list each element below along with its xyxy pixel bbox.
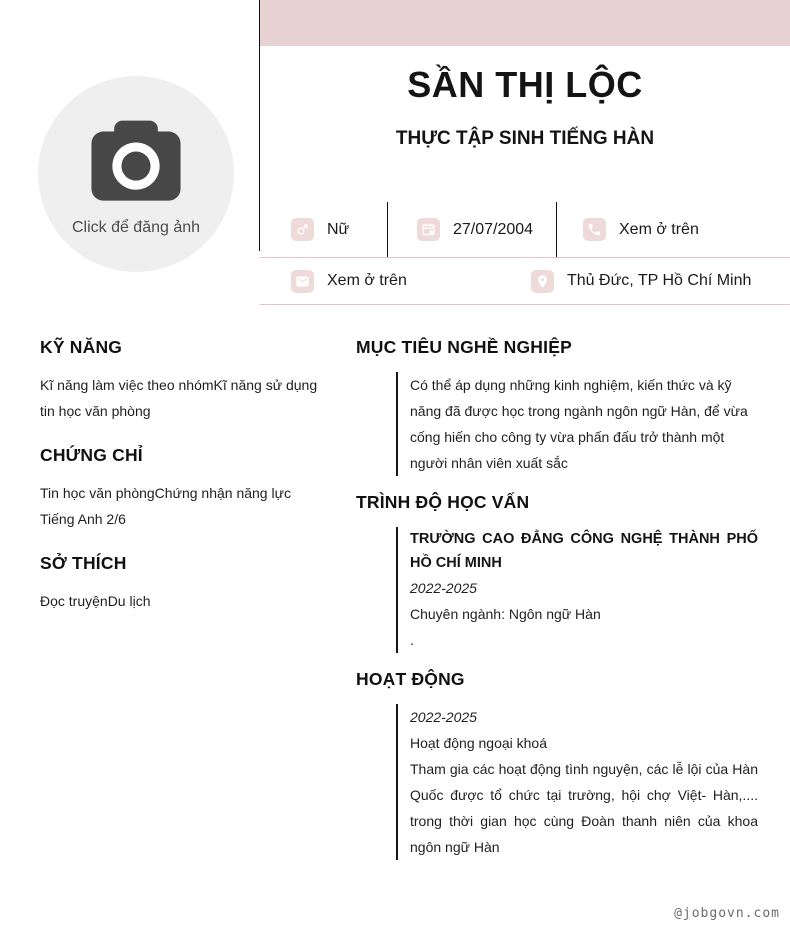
education-heading: TRÌNH ĐỘ HỌC VẤN — [356, 492, 530, 512]
gender-field — [260, 202, 388, 257]
certificates-heading: CHỨNG CHỈ — [40, 445, 143, 465]
activities-body: Tham gia các hoạt động tình nguyện, các lễ lội của Hàn Quốc được tổ chức tại trường, hội chợ Việt- Hàn,.... trong thời gian học cùng Đoàn thanh niên của khoa ngôn ngữ Hàn — [410, 761, 758, 855]
left-column — [40, 332, 328, 635]
skills-heading: KỸ NĂNG — [40, 337, 123, 357]
address-value: Thủ Đức, TP Hồ Chí Minh — [567, 272, 752, 289]
education-school: TRƯỜNG CAO ĐẲNG CÔNG NGHỆ THÀNH PHỐ HỒ CHÍ MINH — [410, 531, 758, 571]
email-field — [260, 258, 500, 304]
birthday-field — [388, 202, 557, 257]
contact-info — [260, 202, 790, 305]
gender-icon — [291, 218, 314, 241]
objective-body: Có thể áp dụng những kinh nghiệm, kiến thức và kỹ năng đã được học trong ngành ngôn ngữ Hàn, để vừa cống hiến cho công ty vừa phấn đấu trở thành một người nhân viên xuất sắc — [410, 377, 748, 471]
header-band — [260, 0, 790, 46]
birthday-value: 27/07/2004 — [453, 220, 534, 238]
skills-body: Kĩ năng làm việc theo nhómKĩ năng sử dụng tin học văn phòng — [40, 377, 318, 419]
site-watermark: @jobgovn.com — [674, 906, 780, 921]
activities-period: 2022-2025 — [410, 709, 477, 725]
photo-upload-label: Click để đăng ảnh — [71, 218, 201, 236]
education-block — [396, 527, 758, 653]
gender-value: Nữ — [327, 220, 350, 238]
education-period: 2022-2025 — [410, 580, 477, 596]
email-icon — [291, 270, 314, 293]
objective-block — [396, 372, 758, 476]
location-icon — [531, 270, 554, 293]
job-title: THỰC TẬP SINH TIẾNG HÀN — [395, 128, 655, 149]
hobbies-heading: SỞ THÍCH — [40, 553, 127, 573]
activities-heading: HOẠT ĐỘNG — [356, 669, 465, 689]
phone-value: Xem ở trên — [619, 220, 699, 238]
candidate-name: SẦN THỊ LỘC — [407, 64, 643, 105]
certificates-body: Tin học văn phòngChứng nhận năng lực Tiếng Anh 2/6 — [40, 485, 291, 527]
education-major: Chuyên ngành: Ngôn ngữ Hàn — [410, 606, 601, 622]
contact-row-1 — [260, 202, 790, 257]
phone-icon — [583, 218, 606, 241]
hobbies-body: Đọc truyệnDu lịch — [40, 593, 151, 609]
contact-row-2 — [260, 258, 790, 304]
phone-field — [557, 202, 790, 257]
photo-upload[interactable] — [38, 76, 234, 272]
objective-heading: MỤC TIÊU NGHỀ NGHIỆP — [356, 337, 572, 357]
right-column — [356, 332, 758, 876]
camera-icon — [86, 118, 186, 211]
calendar-icon — [417, 218, 440, 241]
divider-line — [260, 304, 790, 305]
email-value: Xem ở trên — [327, 272, 407, 289]
education-note: . — [410, 632, 414, 648]
activities-subtitle: Hoạt động ngoại khoá — [410, 735, 547, 751]
activities-block — [396, 704, 758, 860]
address-field — [500, 258, 790, 304]
